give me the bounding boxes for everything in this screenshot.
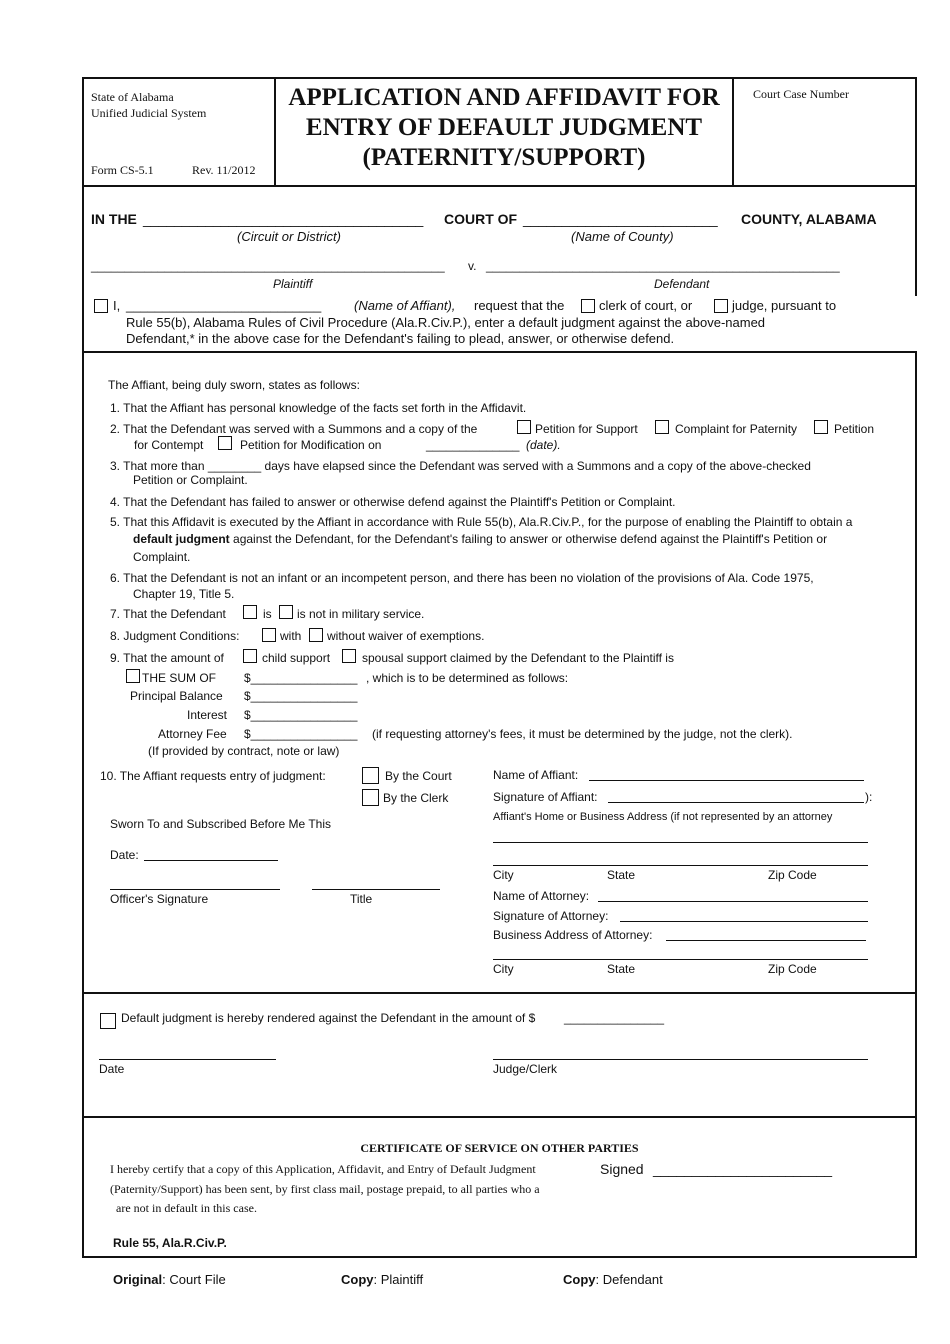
complaint-paternity-label: Complaint for Paternity: [675, 422, 798, 436]
judge-clerk-label: Judge/Clerk: [493, 1062, 558, 1076]
attorney-fee-note: (if requesting attorney's fees, it must be determined by the judge, not the clerk).: [372, 727, 793, 741]
principal-field[interactable]: $________________: [244, 689, 358, 703]
attorney-zip-label: Zip Code: [768, 962, 817, 976]
certificate-heading: CERTIFICATE OF SERVICE ON OTHER PARTIES: [360, 1141, 639, 1155]
attorney-city-label: City: [493, 962, 514, 976]
with-waiver-checkbox[interactable]: [262, 628, 276, 642]
copy-defendant-bold: Copy: [563, 1272, 596, 1287]
request-line3: Defendant,* in the above case for the Defendant's failing to plead, answer, or otherwise defend.: [126, 331, 675, 346]
modification-date-hint: (date).: [526, 438, 561, 452]
affiant-address-label: Affiant's Home or Business Address (if not represented by an attorney: [493, 811, 833, 823]
officer-signature-field[interactable]: [110, 889, 280, 890]
clerk-label: clerk of court, or: [599, 298, 693, 313]
case-number-field[interactable]: [740, 106, 908, 176]
item-2-text: 2. That the Defendant was served with a Summons and a copy of the: [110, 422, 478, 436]
court-of-label: COURT OF: [444, 211, 518, 227]
default-judgment-text: Default judgment is hereby rendered against the Defendant in the amount of $: [121, 1011, 536, 1025]
certificate-line3: are not in default in this case.: [116, 1201, 257, 1215]
original-text: : Court File: [162, 1272, 226, 1287]
certificate-line2: (Paternity/Support) has been sent, by first class mail, postage prepaid, to all parties who a: [110, 1182, 540, 1196]
versus-label: v.: [468, 259, 477, 273]
item-4: 4. That the Defendant has failed to answer or otherwise defend against the Plaintiff's Petition or Complaint.: [110, 495, 676, 509]
item-3-line1: 3. That more than ________ days have elapsed since the Defendant was served with a Summons and a copy of the above-checked: [110, 459, 811, 473]
revision-date: Rev. 11/2012: [192, 163, 256, 177]
original-bold: Original: [113, 1272, 163, 1287]
item-9-text: 9. That the amount of: [110, 651, 224, 665]
attorney-signature-input[interactable]: [620, 921, 868, 922]
sum-field[interactable]: $________________: [244, 671, 358, 685]
judgment-divider: [82, 992, 917, 994]
certificate-bottom-border: [82, 1256, 917, 1258]
spousal-support-checkbox[interactable]: [342, 649, 356, 663]
attorney-address-label: Business Address of Attorney:: [493, 928, 653, 942]
attorney-address-line2[interactable]: [493, 959, 868, 960]
by-court-checkbox[interactable]: [362, 767, 379, 784]
item-5-line1: 5. That this Affidavit is executed by the Affiant in accordance with Rule 55(b), Ala.R.Civ.P., for the purpose of enabling the Plaintiff to obtain a: [110, 515, 853, 529]
case-number-label: Court Case Number: [753, 87, 849, 101]
affiant-name-hint: (Name of Affiant),: [354, 298, 456, 313]
circuit-hint: (Circuit or District): [237, 229, 341, 244]
affiant-name-label: Name of Affiant:: [493, 768, 579, 782]
body-left-border-1: [82, 186, 84, 354]
affiant-zip-label: Zip Code: [768, 868, 817, 882]
attorney-fee-field[interactable]: $________________: [244, 727, 358, 741]
petition-support-checkbox[interactable]: [517, 420, 531, 434]
request-i: I,: [113, 298, 121, 313]
item-5-line3: Complaint.: [133, 550, 191, 564]
title-label: Title: [350, 892, 373, 906]
distribution-copy-defendant: [563, 1272, 663, 1287]
copy-plaintiff-bold: Copy: [341, 1272, 374, 1287]
judge-signature-field[interactable]: [493, 1059, 868, 1060]
is-label: is: [263, 607, 272, 621]
attorney-name-input[interactable]: [598, 901, 868, 902]
request-checkbox[interactable]: [94, 299, 108, 313]
by-court-label: By the Court: [385, 769, 452, 783]
in-the-label: IN THE: [91, 211, 137, 227]
request-text: request that the: [474, 298, 565, 313]
default-judgment-checkbox[interactable]: [100, 1013, 116, 1029]
distribution-original: [113, 1272, 226, 1287]
judgment-amount-field[interactable]: _______________: [564, 1011, 665, 1025]
affiant-signature-end: ):: [865, 790, 873, 804]
form-title-line3: (PATERNITY/SUPPORT): [362, 144, 646, 171]
default-judgment-bold: default judgment: [133, 532, 230, 546]
without-label: without waiver of exemptions.: [327, 629, 485, 643]
petition-modification-label: Petition for Modification on: [240, 438, 382, 452]
sum-label: THE SUM OF: [142, 671, 216, 685]
sworn-title: Sworn To and Subscribed Before Me This: [110, 817, 332, 831]
is-not-label: is not in military service.: [297, 607, 425, 621]
contract-note: (If provided by contract, note or law): [148, 744, 340, 758]
item-5-line2-text: against the Defendant, for the Defendant's failing to answer or otherwise defend against the Plaintiff's Petition or: [233, 532, 828, 546]
item-10-text: 10. The Affiant requests entry of judgment:: [100, 769, 326, 783]
item-3-line2: Petition or Complaint.: [133, 473, 248, 487]
affiant-name-field[interactable]: ___________________________: [126, 298, 322, 313]
plaintiff-field[interactable]: _____________________________________________________: [91, 259, 445, 273]
spousal-support-label: spousal support claimed by the Defendant to the Plaintiff is: [362, 651, 674, 665]
child-support-label: child support: [262, 651, 331, 665]
item-7-text: 7. That the Defendant: [110, 607, 226, 621]
affidavit-intro: The Affiant, being duly sworn, states as follows:: [108, 378, 360, 392]
interest-field[interactable]: $________________: [244, 708, 358, 722]
county-hint: (Name of County): [571, 229, 674, 244]
complaint-paternity-checkbox[interactable]: [655, 420, 669, 434]
attorney-state-label: State: [607, 962, 636, 976]
affiant-name-input[interactable]: [589, 780, 864, 781]
county-alabama-label: COUNTY, ALABAMA: [741, 211, 877, 227]
for-contempt-label: for Contempt: [134, 438, 204, 452]
copy-defendant-text: : Defendant: [595, 1272, 663, 1287]
affiant-address-line1[interactable]: [493, 842, 868, 843]
sworn-date-label: Date:: [110, 848, 139, 862]
attorney-address-line1[interactable]: [666, 940, 866, 941]
certificate-line1: I hereby certify that a copy of this Application, Affidavit, and Entry of Default Judgment: [110, 1162, 536, 1176]
title-field[interactable]: [312, 889, 440, 890]
body-right-border-1: [915, 186, 917, 296]
officer-signature-label: Officer's Signature: [110, 892, 209, 906]
judgment-date-field[interactable]: [99, 1059, 276, 1060]
petition-label: Petition: [834, 422, 875, 436]
request-line2: Rule 55(b), Alabama Rules of Civil Procedure (Ala.R.Civ.P.), enter a default judgment against the above-named: [126, 315, 766, 330]
by-clerk-checkbox[interactable]: [362, 789, 379, 806]
state-label: State of Alabama: [91, 90, 174, 104]
distribution-copy-plaintiff: [341, 1272, 423, 1287]
modification-date-field[interactable]: ______________: [426, 438, 520, 452]
petition-contempt-checkbox[interactable]: [814, 420, 828, 434]
petition-modification-checkbox[interactable]: [218, 436, 232, 450]
clerk-checkbox[interactable]: [581, 299, 595, 313]
header-divider-right: [732, 77, 734, 187]
certificate-left-border: [82, 1116, 84, 1258]
affiant-signature-input[interactable]: [608, 802, 864, 803]
sum-checkbox[interactable]: [126, 669, 140, 683]
item-6-line1: 6. That the Defendant is not an infant or an incompetent person, and there has been no violation of the provisions of Ala. Code 1975,: [110, 571, 814, 585]
judge-checkbox[interactable]: [714, 299, 728, 313]
sworn-date-field[interactable]: [144, 860, 278, 861]
judge-label: judge, pursuant to: [732, 298, 837, 313]
judgment-date-label: Date: [99, 1062, 125, 1076]
without-waiver-checkbox[interactable]: [309, 628, 323, 642]
with-label: with: [280, 629, 302, 643]
item-5-line2: [133, 532, 827, 546]
item-1: 1. That the Affiant has personal knowledge of the facts set forth in the Affidavit.: [110, 401, 527, 415]
interest-label: Interest: [187, 708, 228, 722]
is-military-checkbox[interactable]: [243, 605, 257, 619]
is-not-military-checkbox[interactable]: [279, 605, 293, 619]
plaintiff-label: Plaintiff: [273, 277, 313, 291]
attorney-fee-label: Attorney Fee: [158, 727, 227, 741]
petition-support-label: Petition for Support: [535, 422, 638, 436]
signed-field[interactable]: _______________________: [653, 1161, 833, 1177]
attorney-name-label: Name of Attorney:: [493, 889, 590, 903]
copy-plaintiff-text: : Plaintiff: [373, 1272, 424, 1287]
signed-label: Signed: [600, 1161, 644, 1177]
form-title-line2: ENTRY OF DEFAULT JUDGMENT: [305, 114, 703, 141]
system-label: Unified Judicial System: [91, 106, 207, 120]
item-8-text: 8. Judgment Conditions:: [110, 629, 240, 643]
defendant-label: Defendant: [654, 277, 710, 291]
principal-label: Principal Balance: [130, 689, 223, 703]
affiant-address-line2[interactable]: [493, 865, 868, 866]
sum-tail: , which is to be determined as follows:: [366, 671, 569, 685]
form-title-line1: APPLICATION AND AFFIDAVIT FOR: [288, 84, 720, 111]
attorney-signature-label: Signature of Attorney:: [493, 909, 609, 923]
affiant-state-label: State: [607, 868, 636, 882]
certificate-right-border: [915, 1116, 917, 1258]
affiant-signature-label: Signature of Affiant:: [493, 790, 598, 804]
rule-reference: Rule 55, Ala.R.Civ.P.: [113, 1236, 227, 1250]
child-support-checkbox[interactable]: [243, 649, 257, 663]
county-field[interactable]: _________________________: [523, 211, 718, 227]
by-clerk-label: By the Clerk: [383, 791, 449, 805]
court-type-field[interactable]: ____________________________________: [143, 211, 424, 227]
form-number: Form CS-5.1: [91, 163, 154, 177]
affiant-city-label: City: [493, 868, 514, 882]
defendant-field[interactable]: _____________________________________________________: [486, 259, 840, 273]
item-6-line2: Chapter 19, Title 5.: [133, 587, 235, 601]
